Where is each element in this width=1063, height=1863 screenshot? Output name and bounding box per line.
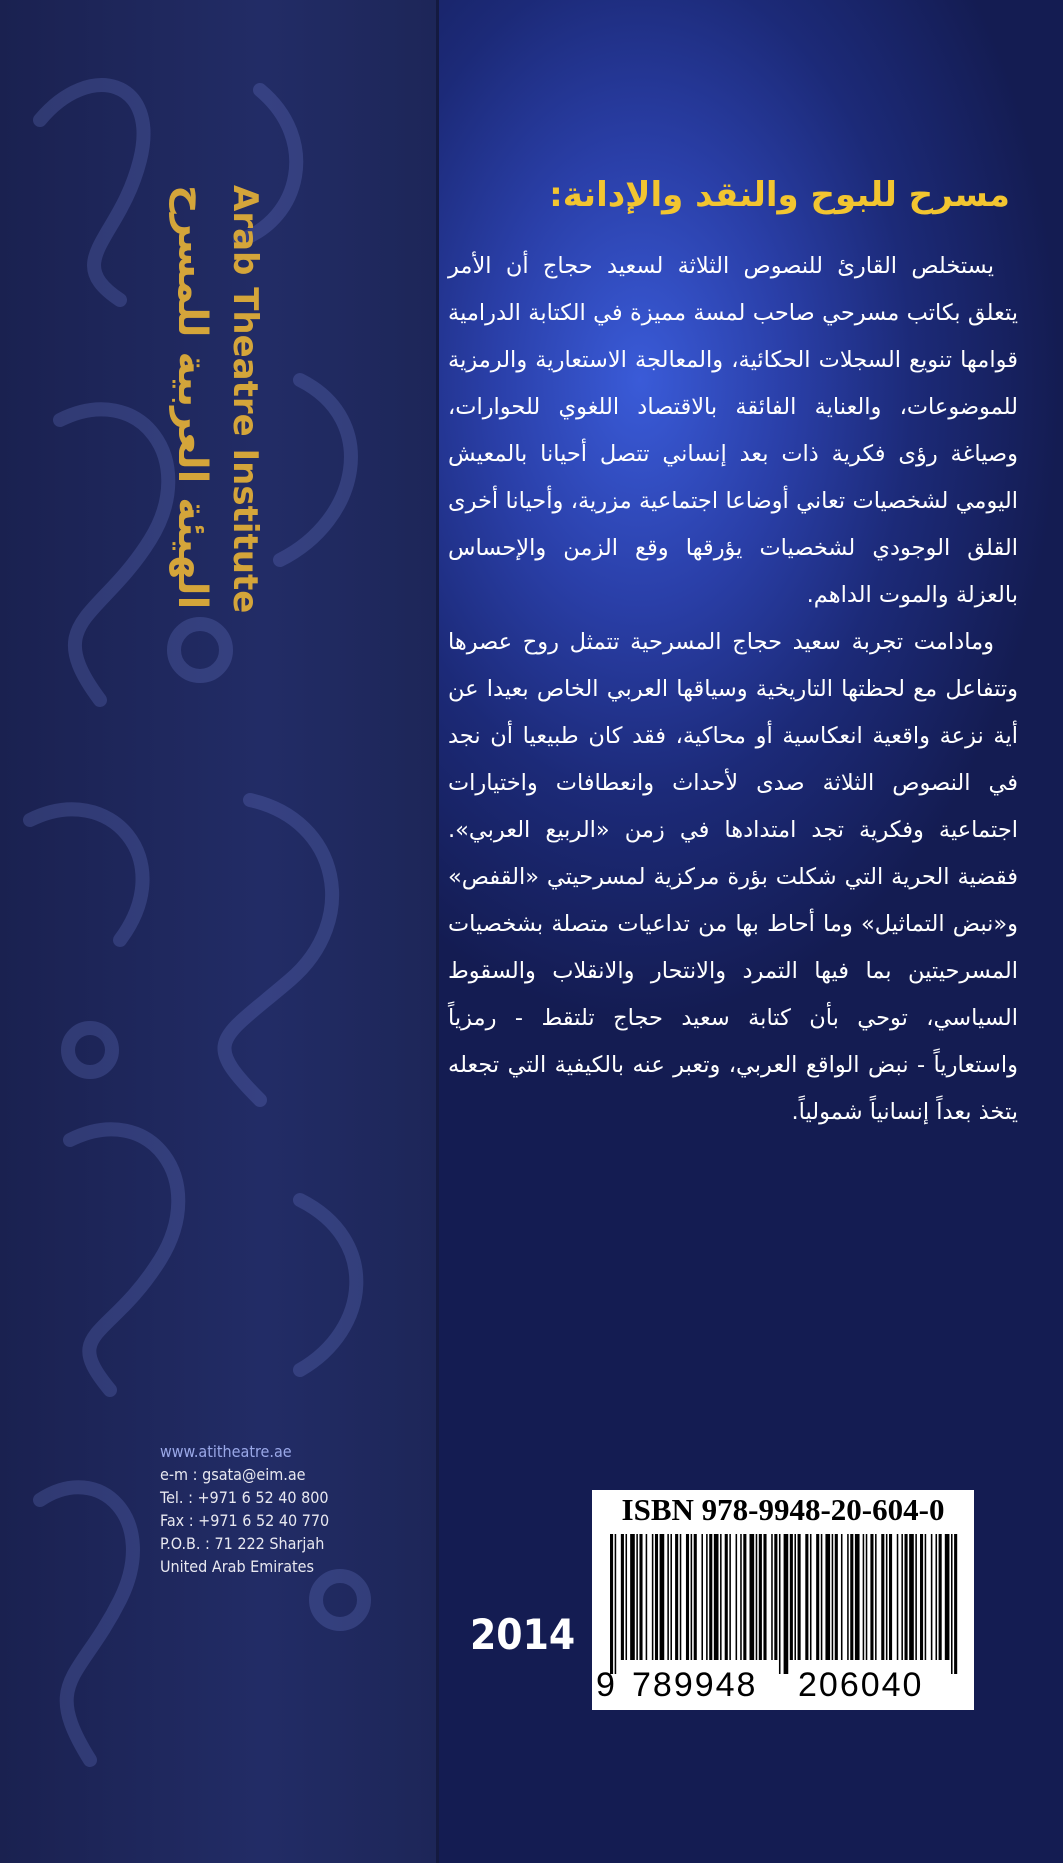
barcode-bar <box>855 1534 860 1660</box>
fax-text: Fax : +971 6 52 40 770 <box>160 1511 330 1530</box>
blurb-text <box>448 243 1018 1136</box>
barcode-bar <box>870 1534 873 1660</box>
barcode-bar <box>875 1534 877 1660</box>
barcode-bar <box>774 1534 777 1660</box>
barcode-bar <box>936 1534 938 1660</box>
barcode-bar <box>847 1534 849 1660</box>
logo-arabic: الهيئة العربية للمسرح <box>169 185 215 610</box>
pob-text: P.O.B. : 71 222 Sharjah <box>160 1534 325 1553</box>
barcode-bar <box>920 1534 923 1660</box>
publication-year: 2014 <box>470 1610 576 1659</box>
barcode-bar <box>670 1534 672 1660</box>
barcode-bar <box>675 1534 678 1660</box>
barcode-bar <box>794 1534 796 1660</box>
barcode-bar <box>931 1534 933 1660</box>
tel-text: Tel. : +971 6 52 40 800 <box>160 1488 329 1507</box>
barcode-bar <box>667 1534 669 1660</box>
barcode-bar <box>835 1534 838 1660</box>
barcode-bar <box>714 1534 719 1660</box>
barcode-bar <box>725 1534 728 1660</box>
barcode-bar <box>810 1534 812 1660</box>
barcode-bar <box>709 1534 712 1660</box>
barcode-bar <box>686 1534 689 1660</box>
barcode-bar <box>915 1534 917 1660</box>
barcode-bar <box>909 1534 914 1660</box>
barcode-bar <box>655 1534 658 1660</box>
barcode-bar <box>805 1534 808 1660</box>
barcode-bar <box>866 1534 868 1660</box>
isbn-barcode <box>592 1490 974 1710</box>
barcode-bars <box>604 1534 962 1674</box>
blurb-paragraph-2: ومادامت تجربة سعيد حجاج المسرحية تتمثل روح عصرها وتتفاعل مع لحظتها التاريخية وسياقها العربي الخاص بعيدا عن أية نزعة واقعية انعكاسية أو محاكية، فقد كان طبيعيا أن نجد في النصوص الثلاثة صدى لأحداث وانعطافات واختيارات اجتماعية وفكرية تجد امتدادها في زمن «الربيع العربي». فقضية الحرية التي شكلت بؤرة مركزية لمسرحيتي «القفص» و«نبض التماثيل» وما أحاط بها من تداعيات متصلة بشخصيات المسرحيتين بما فيها التمرد والانتحار والانقلاب والسقوط السياسي، توحي بأن كتابة سعيد حجاج تلتقط - رمزياً واستعارياً - نبض الواقع العربي، وتعبر عنه بالكيفية التي تجعله يتخذ بعداً إنسانياً شمولياً. <box>448 629 1018 1125</box>
barcode-bar <box>680 1534 682 1660</box>
barcode-bar <box>615 1534 617 1674</box>
barcode-digits-left: 789948 <box>632 1666 758 1704</box>
barcode-bar <box>743 1534 746 1660</box>
barcode-bar <box>660 1534 665 1660</box>
barcode-bar <box>798 1534 801 1660</box>
barcode-bar <box>750 1534 755 1660</box>
barcode-bar <box>850 1534 853 1660</box>
website-link[interactable]: www.atitheatre.ae <box>160 1442 292 1461</box>
barcode-bar <box>779 1534 781 1674</box>
barcode-bar <box>784 1534 789 1674</box>
barcode-bar <box>729 1534 731 1660</box>
barcode-bar <box>639 1534 642 1660</box>
barcode-bar <box>954 1534 957 1674</box>
barcode-bar <box>897 1534 899 1660</box>
barcode-bar <box>821 1534 823 1660</box>
barcode-bar <box>646 1534 648 1660</box>
barcode-bar <box>886 1534 888 1660</box>
barcode-bar <box>621 1534 624 1660</box>
barcode-bar <box>759 1534 762 1660</box>
panel-divider <box>436 0 439 1863</box>
barcode-bar <box>790 1534 793 1660</box>
barcode-bar <box>925 1534 927 1660</box>
barcode-bar <box>832 1534 834 1660</box>
barcode-bar <box>889 1534 892 1660</box>
logo-english: Arab Theatre Institute <box>225 185 265 614</box>
barcode-bar <box>706 1534 708 1660</box>
barcode-digits <box>592 1666 974 1706</box>
barcode-bar <box>945 1534 950 1660</box>
email-text: e-m : gsata@eim.ae <box>160 1465 306 1484</box>
barcode-bar <box>771 1534 773 1660</box>
barcode-bar <box>652 1534 654 1660</box>
barcode-bar <box>701 1534 703 1660</box>
barcode-digits-right: 206040 <box>798 1666 924 1704</box>
barcode-bar <box>610 1534 613 1674</box>
barcode-bar <box>951 1534 953 1674</box>
barcode-bar <box>740 1534 742 1660</box>
barcode-bar <box>691 1534 693 1660</box>
country-text: United Arab Emirates <box>160 1557 315 1576</box>
barcode-bar <box>881 1534 884 1660</box>
barcode-bar <box>841 1534 843 1660</box>
barcode-bar <box>756 1534 758 1660</box>
contact-block <box>160 1440 400 1578</box>
barcode-bar <box>636 1534 638 1660</box>
barcode-bar <box>939 1534 942 1660</box>
isbn-label: ISBN 978-9948-20-604-0 <box>621 1492 945 1527</box>
barcode-bar <box>694 1534 697 1660</box>
blurb-paragraph-1: يستخلص القارئ للنصوص الثلاثة لسعيد حجاج أن الأمر يتعلق بكاتب مسرحي صاحب لمسة مميزة في الكتابة الدرامية قوامها تنويع السجلات الحكائية، والمعالجة الاستعارية والرمزية للموضوعات، والعناية الفائقة بالاقتصاد اللغوي للحوارات، وصياغة رؤى فكرية ذات بعد إنساني تتصل أحيانا بالمعيش اليومي لشخصيات تعاني أوضاعا اجتماعية مزرية، وأحيانا أخرى القلق الوجودي لشخصيات يؤرقها وقع الزمن والإحساس بالعزلة والموت الداهم. <box>448 253 1018 608</box>
back-cover-heading: مسرح للبوح والنقد والإدانة: <box>549 175 1010 215</box>
barcode-bar <box>720 1534 722 1660</box>
barcode-bar <box>763 1534 766 1660</box>
barcode-bar <box>630 1534 635 1660</box>
barcode-bar <box>825 1534 830 1660</box>
barcode-bar <box>863 1534 865 1660</box>
barcode-bar <box>905 1534 908 1660</box>
barcode-digit-first: 9 <box>596 1666 615 1704</box>
barcode-bar <box>626 1534 628 1660</box>
barcode-bar <box>816 1534 819 1660</box>
barcode-bar <box>901 1534 903 1660</box>
barcode-bar <box>736 1534 738 1660</box>
